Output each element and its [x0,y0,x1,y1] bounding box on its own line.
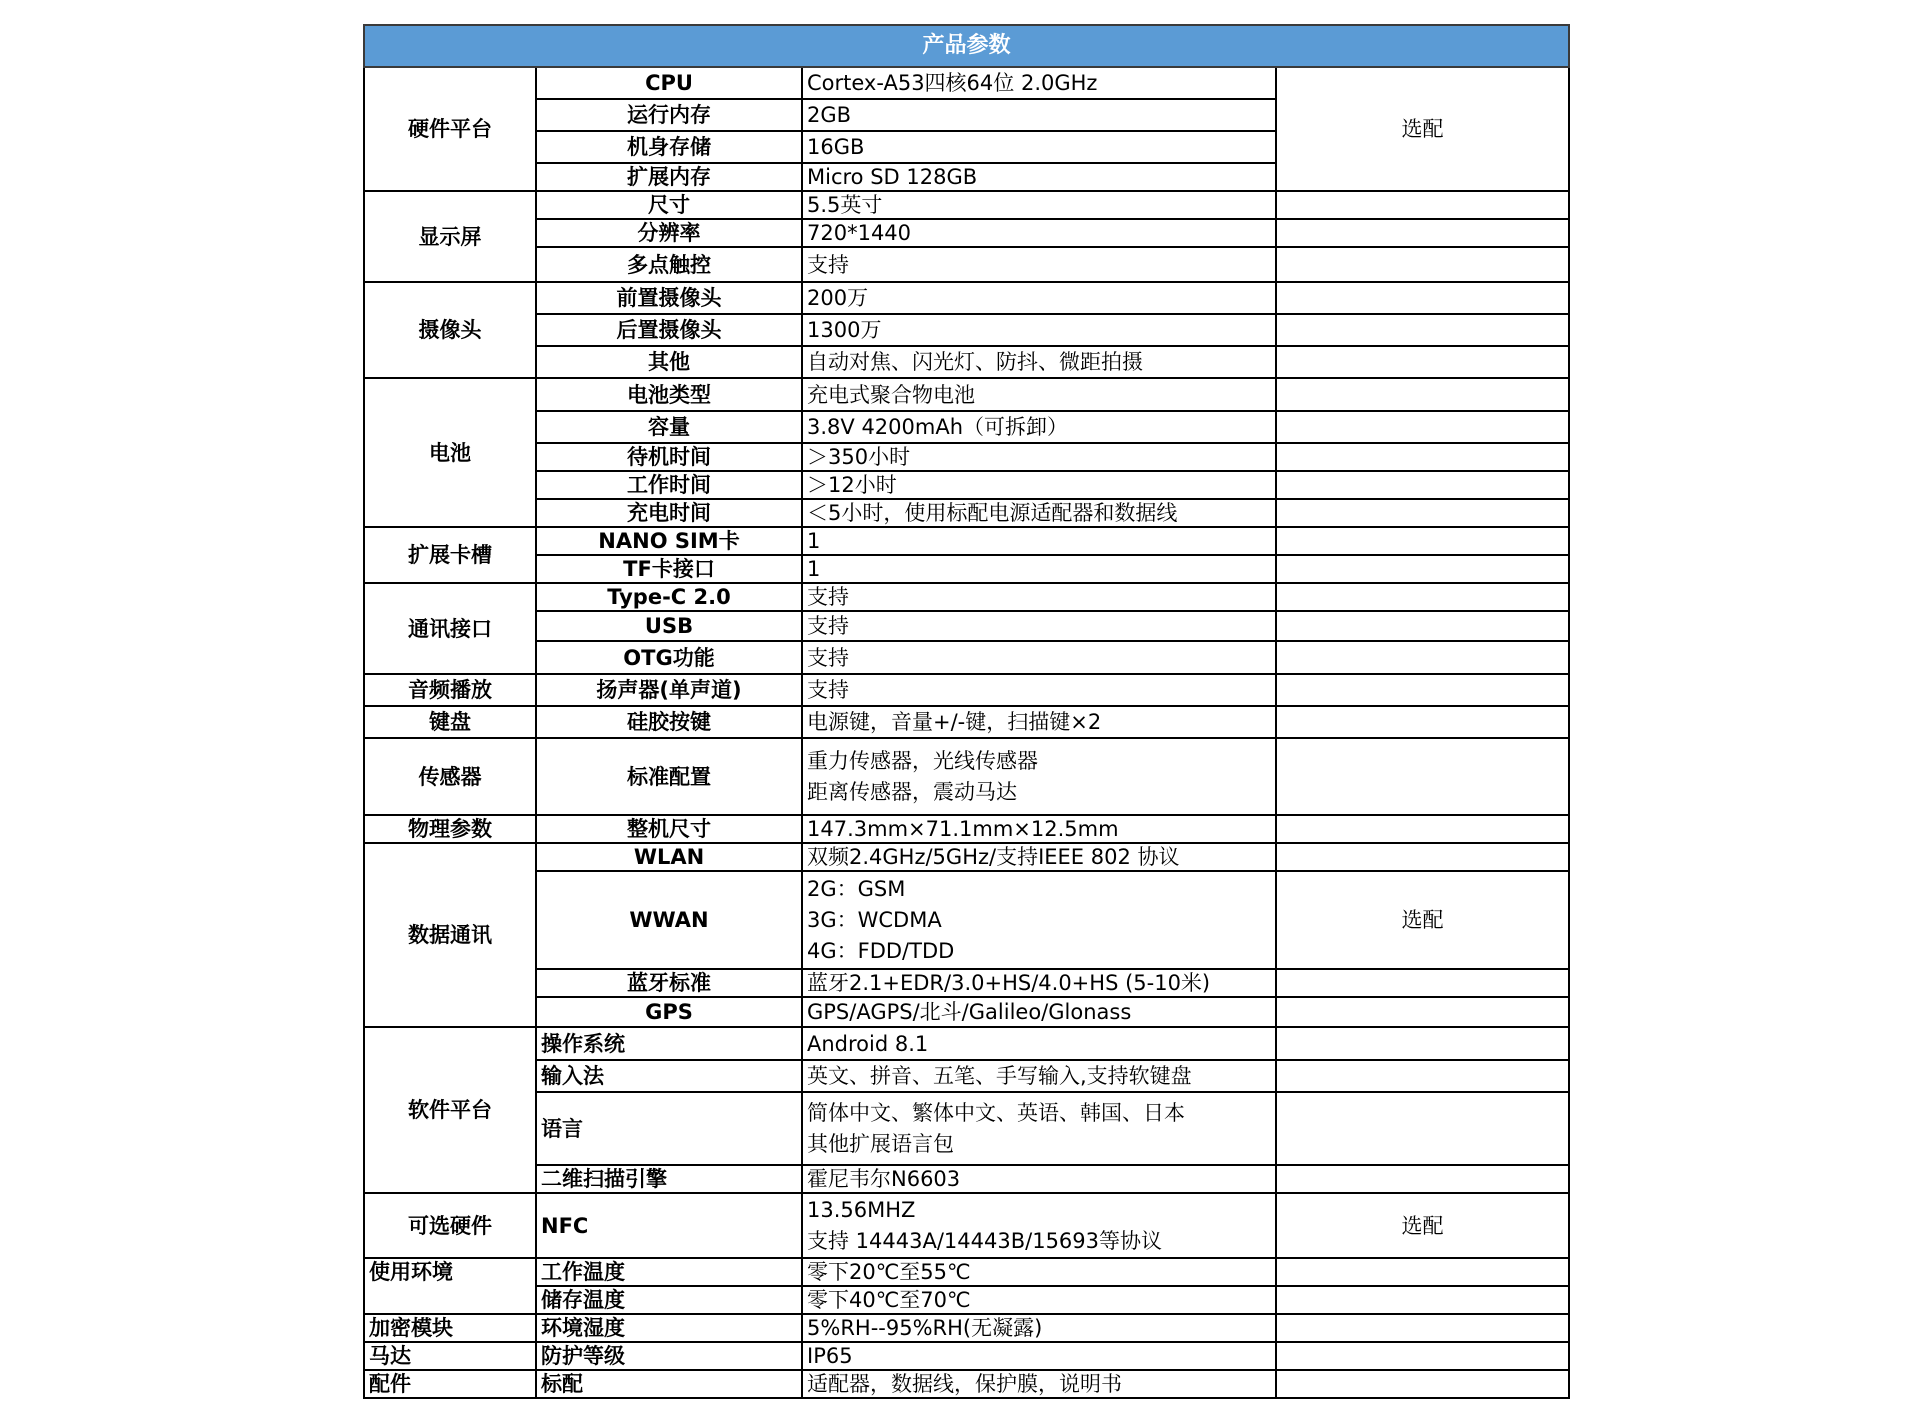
value-cell: 200万 [802,282,1276,314]
item-cell: 扬声器(单声道) [536,674,802,706]
table-row [364,641,1569,674]
table-row [364,1286,1569,1314]
item-cell: 机身存储 [536,131,802,163]
table-row [364,969,1569,997]
note-cell [1276,219,1569,247]
note-cell [1276,843,1569,871]
table-row [364,997,1569,1027]
item-cell: NFC [536,1193,802,1258]
table-row [364,674,1569,706]
item-cell: NANO SIM卡 [536,527,802,555]
value-cell: ＞350小时 [802,443,1276,471]
item-cell: Type-C 2.0 [536,583,802,611]
value-cell [802,1193,1276,1258]
item-cell: GPS [536,997,802,1027]
value-cell: 蓝牙2.1+EDR/3.0+HS/4.0+HS (5-10米) [802,969,1276,997]
category-cell: 摄像头 [364,282,536,378]
note-cell [1276,1165,1569,1193]
value-cell: 充电式聚合物电池 [802,378,1276,411]
category-cell: 通讯接口 [364,583,536,674]
note-cell [1276,527,1569,555]
note-cell [1276,247,1569,282]
item-cell: 尺寸 [536,191,802,219]
note-cell [1276,499,1569,527]
note-cell [1276,471,1569,499]
value-cell: 支持 [802,247,1276,282]
value-cell: 2GB [802,99,1276,131]
value-cell: 720*1440 [802,219,1276,247]
table-row [364,1165,1569,1193]
item-cell: 其他 [536,346,802,378]
table-row [364,738,1569,815]
table-row [364,1092,1569,1165]
table-row [364,555,1569,583]
table-row [364,1342,1569,1370]
value-line: 其他扩展语言包 [807,1131,954,1156]
value-cell: 1 [802,555,1276,583]
item-cell: 储存温度 [536,1286,802,1314]
item-cell: OTG功能 [536,641,802,674]
value-cell: 双频2.4GHz/5GHz/支持IEEE 802 协议 [802,843,1276,871]
table-row [364,346,1569,378]
table-title-row [364,25,1569,67]
item-cell: 语言 [536,1092,802,1165]
category-cell: 加密模块 [364,1314,536,1342]
value-line: 4G：FDD/TDD [807,938,955,963]
note-cell [1276,555,1569,583]
note-cell [1276,314,1569,346]
category-cell: 硬件平台 [364,67,536,191]
item-cell: 运行内存 [536,99,802,131]
category-cell: 软件平台 [364,1027,536,1193]
note-cell [1276,378,1569,411]
value-cell: 零下20℃至55℃ [802,1258,1276,1286]
note-cell [1276,815,1569,843]
note-cell [1276,1258,1569,1286]
value-cell: 3.8V 4200mAh（可拆卸） [802,411,1276,443]
note-cell [1276,1342,1569,1370]
value-line: 重力传感器，光线传感器 [807,748,1038,773]
table-row [364,378,1569,411]
category-cell: 数据通讯 [364,843,536,1027]
table-row [364,1314,1569,1342]
note-cell [1276,583,1569,611]
value-cell: 电源键，音量+/-键，扫描键×2 [802,706,1276,738]
value-cell: Android 8.1 [802,1027,1276,1060]
value-cell: 支持 [802,583,1276,611]
note-cell: 选配 [1276,67,1569,191]
value-cell: 1 [802,527,1276,555]
table-row [364,247,1569,282]
note-cell: 选配 [1276,871,1569,969]
table-row [364,314,1569,346]
category-cell: 使用环境 [364,1258,536,1314]
table-row [364,843,1569,871]
value-cell: IP65 [802,1342,1276,1370]
item-cell: 分辨率 [536,219,802,247]
category-cell: 可选硬件 [364,1193,536,1258]
value-line: 3G：WCDMA [807,907,942,932]
category-cell: 马达 [364,1342,536,1370]
item-cell: 标配 [536,1370,802,1398]
value-line: 简体中文、繁体中文、英语、韩国、日本 [807,1100,1185,1125]
item-cell: WWAN [536,871,802,969]
value-line: 2G：GSM [807,876,906,901]
value-cell: 适配器，数据线，保护膜，说明书 [802,1370,1276,1398]
note-cell [1276,611,1569,641]
value-cell: 5%RH--95%RH(无凝露) [802,1314,1276,1342]
spec-table [363,24,1570,1399]
item-cell: 多点触控 [536,247,802,282]
value-line: 距离传感器，震动马达 [807,779,1017,804]
note-cell [1276,1027,1569,1060]
product-spec-sheet [363,24,1568,1399]
note-cell [1276,282,1569,314]
value-cell: 16GB [802,131,1276,163]
item-cell: 标准配置 [536,738,802,815]
table-row [364,443,1569,471]
note-cell [1276,1092,1569,1165]
value-cell: 自动对焦、闪光灯、防抖、微距拍摄 [802,346,1276,378]
value-line: 支持 14443A/14443B/15693等协议 [807,1228,1163,1253]
item-cell: 硅胶按键 [536,706,802,738]
value-cell: GPS/AGPS/北斗/Galileo/Glonass [802,997,1276,1027]
category-cell: 键盘 [364,706,536,738]
value-cell: 零下40℃至70℃ [802,1286,1276,1314]
table-row [364,871,1569,969]
note-cell [1276,346,1569,378]
note-cell [1276,1370,1569,1398]
item-cell: 前置摄像头 [536,282,802,314]
category-cell: 传感器 [364,738,536,815]
note-cell [1276,706,1569,738]
category-cell: 物理参数 [364,815,536,843]
table-row [364,1258,1569,1286]
item-cell: 工作时间 [536,471,802,499]
value-cell: ＞12小时 [802,471,1276,499]
note-cell [1276,674,1569,706]
item-cell: CPU [536,67,802,99]
table-row [364,471,1569,499]
value-cell: 支持 [802,674,1276,706]
item-cell: 防护等级 [536,1342,802,1370]
note-cell [1276,1060,1569,1092]
table-row [364,1027,1569,1060]
item-cell: 整机尺寸 [536,815,802,843]
item-cell: 电池类型 [536,378,802,411]
item-cell: 输入法 [536,1060,802,1092]
category-cell: 电池 [364,378,536,527]
table-row [364,1060,1569,1092]
table-row [364,1370,1569,1398]
table-row [364,611,1569,641]
item-cell: 待机时间 [536,443,802,471]
value-cell [802,738,1276,815]
table-row [364,67,1569,99]
table-row [364,191,1569,219]
note-cell [1276,997,1569,1027]
item-cell: USB [536,611,802,641]
value-cell: Cortex-A53四核64位 2.0GHz [802,67,1276,99]
item-cell: 充电时间 [536,499,802,527]
value-cell: 霍尼韦尔N6603 [802,1165,1276,1193]
value-cell: 147.3mm×71.1mm×12.5mm [802,815,1276,843]
note-cell [1276,191,1569,219]
category-cell: 音频播放 [364,674,536,706]
category-cell: 配件 [364,1370,536,1398]
note-cell: 选配 [1276,1193,1569,1258]
value-cell [802,1092,1276,1165]
category-cell: 显示屏 [364,191,536,282]
value-line: 13.56MHZ [807,1197,916,1222]
table-row [364,527,1569,555]
table-row [364,583,1569,611]
value-cell [802,871,1276,969]
item-cell: 工作温度 [536,1258,802,1286]
table-row [364,499,1569,527]
note-cell [1276,443,1569,471]
table-row [364,411,1569,443]
note-cell [1276,1314,1569,1342]
table-title: 产品参数 [364,25,1569,67]
table-row [364,282,1569,314]
value-cell: 英文、拼音、五笔、手写输入,支持软键盘 [802,1060,1276,1092]
table-row [364,706,1569,738]
item-cell: 容量 [536,411,802,443]
item-cell: 二维扫描引擎 [536,1165,802,1193]
item-cell: TF卡接口 [536,555,802,583]
note-cell [1276,641,1569,674]
note-cell [1276,411,1569,443]
value-cell: Micro SD 128GB [802,163,1276,191]
value-cell: ＜5小时，使用标配电源适配器和数据线 [802,499,1276,527]
table-row [364,815,1569,843]
item-cell: 操作系统 [536,1027,802,1060]
item-cell: 蓝牙标准 [536,969,802,997]
value-cell: 1300万 [802,314,1276,346]
item-cell: 扩展内存 [536,163,802,191]
item-cell: WLAN [536,843,802,871]
note-cell [1276,969,1569,997]
note-cell [1276,738,1569,815]
category-cell: 扩展卡槽 [364,527,536,583]
value-cell: 支持 [802,611,1276,641]
value-cell: 5.5英寸 [802,191,1276,219]
value-cell: 支持 [802,641,1276,674]
item-cell: 后置摄像头 [536,314,802,346]
item-cell: 环境湿度 [536,1314,802,1342]
note-cell [1276,1286,1569,1314]
table-row [364,219,1569,247]
table-row [364,1193,1569,1258]
